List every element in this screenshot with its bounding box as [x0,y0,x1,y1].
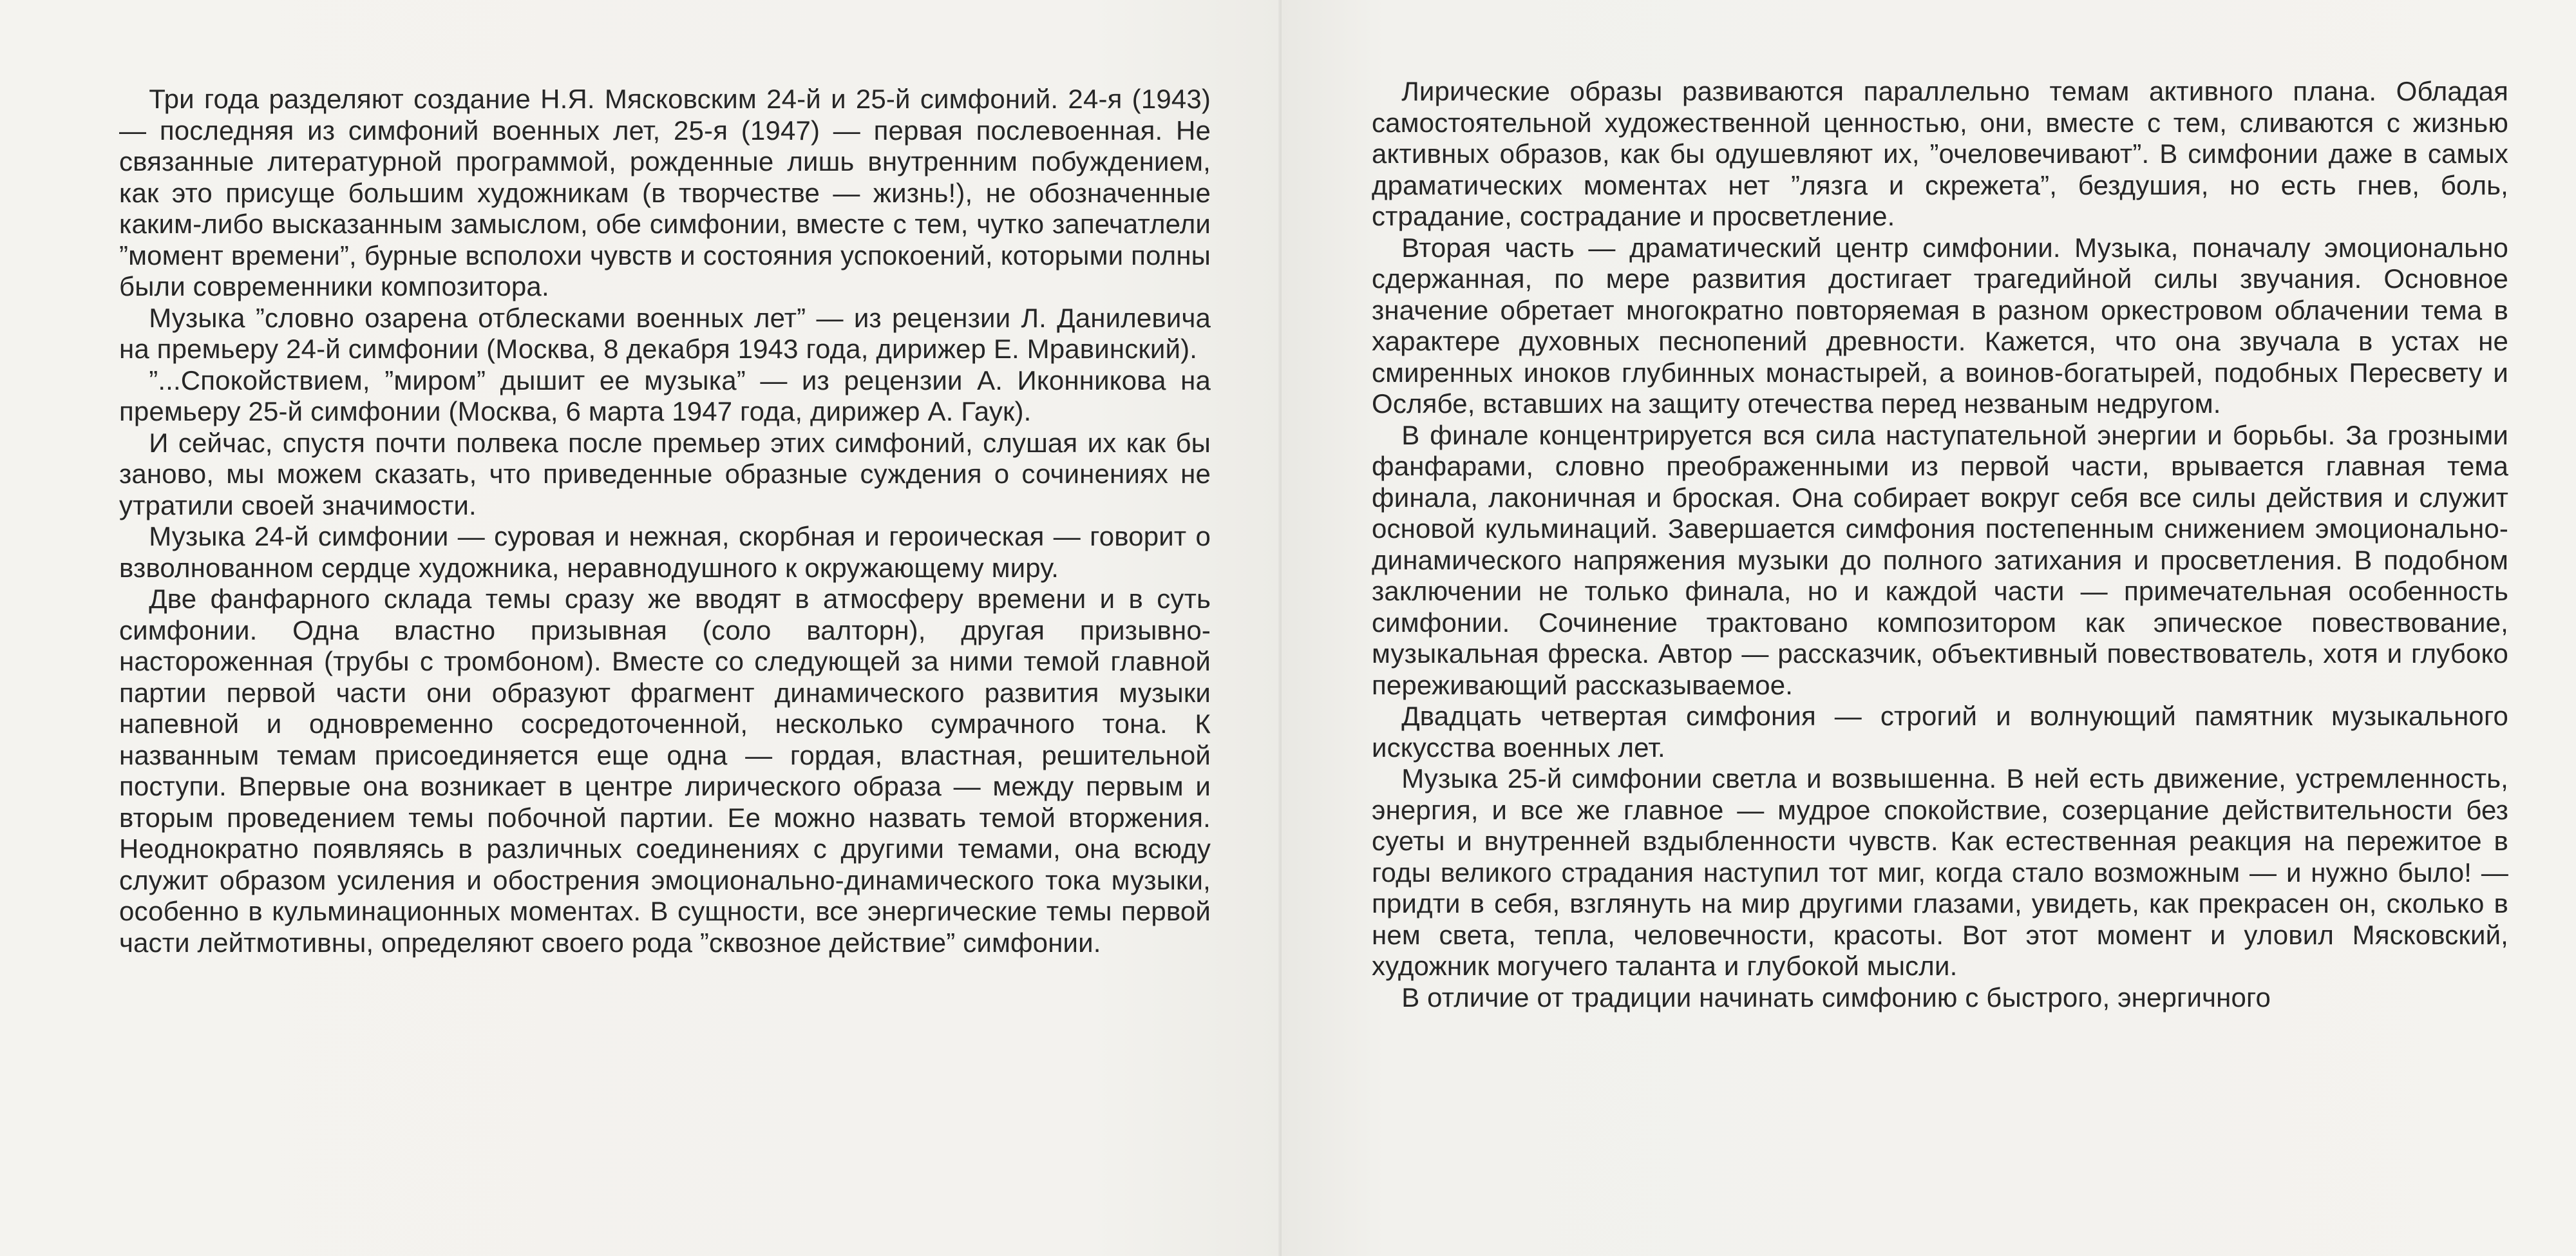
left-page [0,0,1282,1256]
left-page-text [119,84,1211,958]
paragraph: Лирические образы развиваются параллельно темам активного плана. Обладая самостоятельной художественной ценностью, они, вместе с тем, сливаются с жизнью активных образов, как бы одушевляют их, ”очеловечивают”. В симфонии даже в самых драматических моментах нет ”лязга и скрежета”, бездушия, но есть гнев, боль, страдание, сострадание и просветление. [1372,76,2508,231]
paragraph: И сейчас, спустя почти полвека после премьер этих симфоний, слушая их как бы заново, мы можем сказать, что приведенные образные суждения о сочинениях не утратили своей значимости. [119,427,1211,520]
paragraph: Три года разделяют создание Н.Я. Мясковским 24-й и 25-й симфоний. 24-я (1943) — последняя из симфоний военных лет, 25-я (1947) — первая послевоенная. Не связанные литературной программой, рожденные лишь внутренним побуждением, как это присуще большим художникам (в творчестве — жизнь!), не обозначенные каким-либо высказанным замыслом, обе симфонии, вместе с тем, чутко запечатлели ”момент времени”, бурные всполохи чувств и состояния успокоений, которыми полны были современники композитора. [119,84,1211,301]
right-page-text [1372,76,2508,1013]
paragraph: В финале концентрируется вся сила наступательной энергии и борьбы. За грозными фанфарами, словно преображенными из первой части, врывается главная тема финала, лаконичная и броская. Она собирает вокруг себя все силы действия и служит основой кульминаций. Завершается симфония постепенным снижением эмоционально-динамического напряжения музыки до полного затихания и просветления. В подобном заключении не только финала, но и каждой части — примечательная особенность симфонии. Сочинение трактовано композитором как эпическое повествование, музыкальная фреска. Автор — рассказчик, объективный повествователь, хотя и глубоко переживающий рассказываемое. [1372,419,2508,700]
paragraph: Музыка ”словно озарена отблесками военных лет” — из рецензии Л. Данилевича на премьеру 24-й симфонии (Москва, 8 декабря 1943 года, дирижер Е. Мравинский). [119,302,1211,364]
paragraph: ”...Спокойствием, ”миром” дышит ее музыка” — из рецензии А. Иконникова на премьеру 25-й симфонии (Москва, 6 марта 1947 года, дирижер А. Гаук). [119,365,1211,426]
right-page [1282,0,2576,1256]
paragraph: Двадцать четвертая симфония — строгий и волнующий памятник музыкального искусства военных лет. [1372,701,2508,763]
paragraph: Две фанфарного склада темы сразу же вводят в атмосферу времени и в суть симфонии. Одна властно призывная (соло валторн), другая призывно-настороженная (трубы с тромбоном). Вместе со следующей за ними темой главной партии первой части они образуют фрагмент динамического развития музыки напевной и одновременно сосредоточенной, несколько сумрачного тона. К названным темам присоединяется еще одна — гордая, властная, решительной поступи. Впервые она возникает в центре лирического образа — между первым и вторым проведением темы побочной партии. Ее можно назвать темой вторжения. Неоднократно появляясь в различных соединениях с другими темами, она всюду служит образом усиления и обострения эмоционально-динамического тока музыки, особенно в кульминационных моментах. В сущности, все энергические темы первой части лейтмотивны, определяют своего рода ”сквозное действие” симфонии. [119,584,1211,958]
paragraph: Музыка 24-й симфонии — суровая и нежная, скорбная и героическая — говорит о взволнованном сердце художника, неравнодушного к окружающему миру. [119,521,1211,583]
paragraph: Вторая часть — драматический центр симфонии. Музыка, поначалу эмоционально сдержанная, по мере развития достигает трагедийной силы звучания. Основное значение обретает многократно повторяемая в разном оркестровом облачении тема в характере духовных песнопений древности. Кажется, что она звучала в устах не смиренных иноков глубинных монастырей, а воинов-богатырей, подобных Пересвету и Ослябе, вставших на защиту отечества перед незваным недругом. [1372,232,2508,419]
paragraph: Музыка 25-й симфонии светла и возвышенна. В ней есть движение, устремленность, энергия, и все же главное — мудрое спокойствие, созерцание действительности без суеты и внутренней вздыбленности чувств. Как естественная реакция на пережитое в годы великого страдания наступил тот миг, когда стало возможным — и нужно было! — придти в себя, взглянуть на мир другими глазами, увидеть, как прекрасен он, сколько в нем света, тепла, человечности, красоты. Вот этот момент и уловил Мясковский, художник могучего таланта и глубокой мысли. [1372,763,2508,981]
paragraph: В отличие от традиции начинать симфонию с быстрого, энергичного [1401,982,2271,1013]
